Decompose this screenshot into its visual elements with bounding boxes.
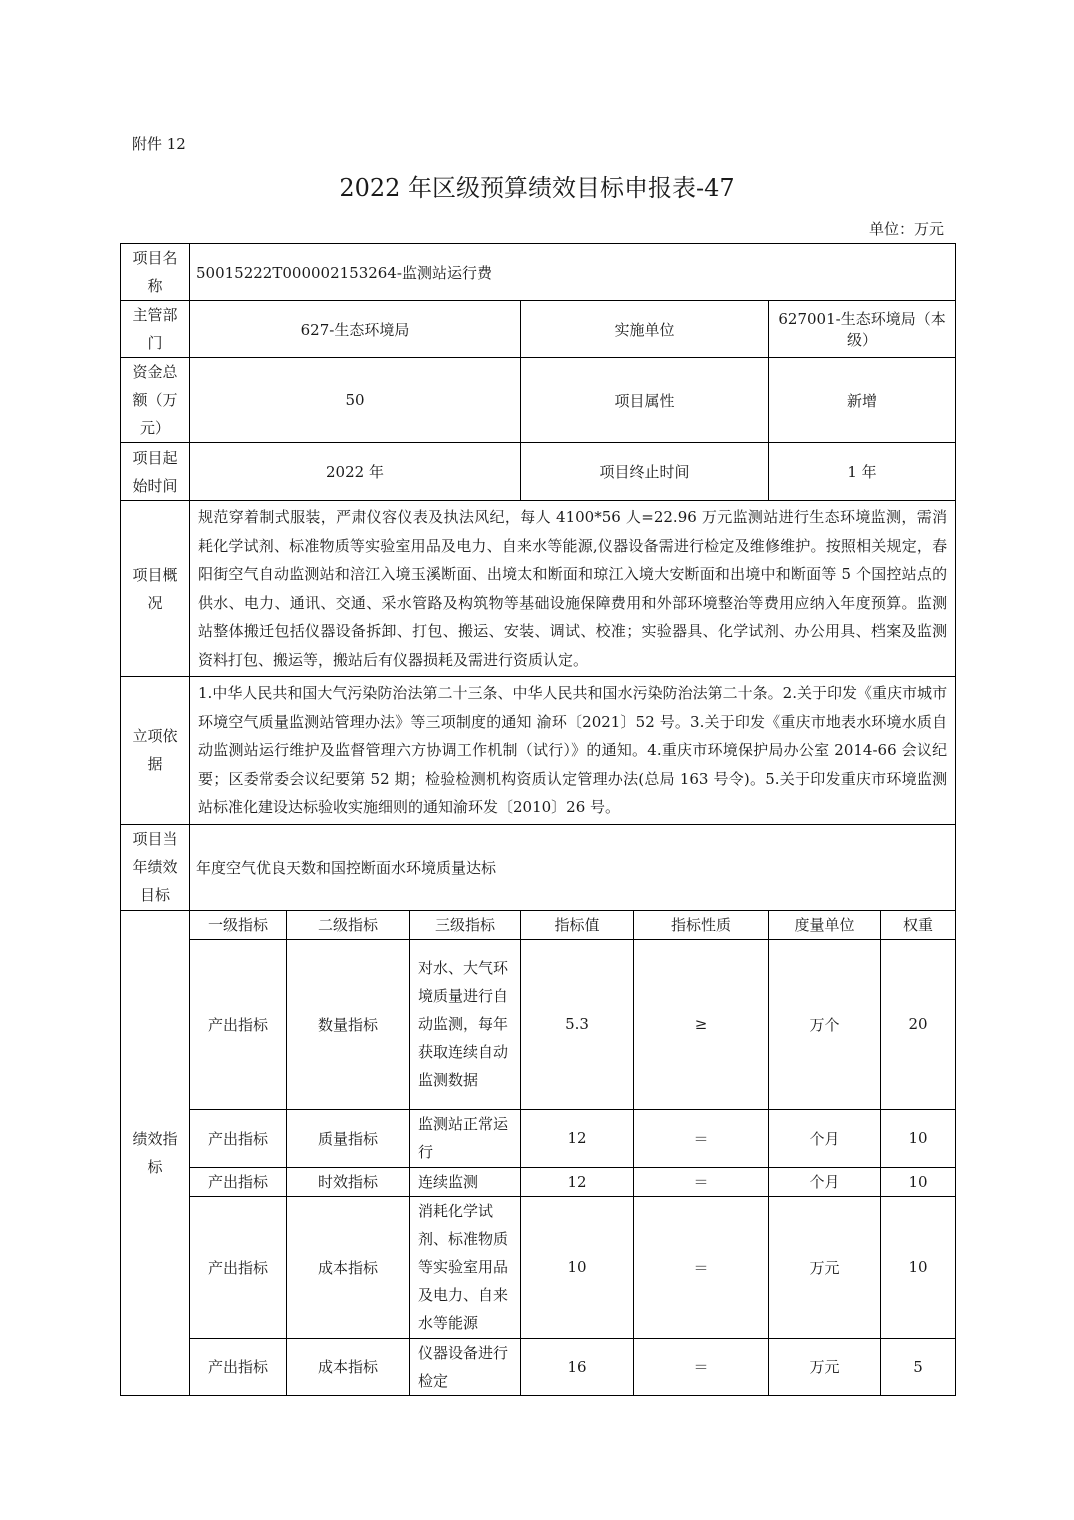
end-time-value: 1 年 — [769, 443, 956, 501]
indicator-nature: ＝ — [634, 1196, 769, 1338]
row-project-name — [121, 244, 956, 301]
basis-label: 立项依据 — [121, 677, 190, 825]
department-label: 主管部门 — [121, 301, 190, 358]
impl-unit-label: 实施单位 — [521, 301, 769, 358]
project-attr-label: 项目属性 — [521, 358, 769, 443]
indicator-header-row — [121, 910, 956, 939]
indicator-unit: 个月 — [769, 1109, 881, 1167]
indicator-row — [121, 1196, 956, 1338]
indicator-l1: 产出指标 — [190, 1167, 287, 1196]
indicator-value: 10 — [521, 1196, 634, 1338]
indicator-value: 5.3 — [521, 939, 634, 1109]
row-total-fund — [121, 358, 956, 443]
indicator-weight: 10 — [881, 1109, 956, 1167]
row-overview — [121, 501, 956, 677]
indicator-nature: ≥ — [634, 939, 769, 1109]
indicator-l2: 成本指标 — [287, 1338, 410, 1395]
indicator-row — [121, 1338, 956, 1395]
project-attr-value: 新增 — [769, 358, 956, 443]
header-l2: 二级指标 — [287, 910, 410, 939]
indicator-weight: 5 — [881, 1338, 956, 1395]
indicator-value: 12 — [521, 1109, 634, 1167]
indicator-weight: 10 — [881, 1196, 956, 1338]
indicator-l3: 仪器设备进行检定 — [410, 1338, 521, 1395]
indicator-weight: 20 — [881, 939, 956, 1109]
row-annual-goal — [121, 824, 956, 910]
header-l1: 一级指标 — [190, 910, 287, 939]
header-unit: 度量单位 — [769, 910, 881, 939]
page-title: 2022 年区级预算绩效目标申报表-47 — [339, 174, 735, 202]
indicator-value: 12 — [521, 1167, 634, 1196]
indicator-unit: 个月 — [769, 1167, 881, 1196]
total-fund-label: 资金总额（万元） — [121, 358, 190, 443]
row-time — [121, 443, 956, 501]
overview-label: 项目概况 — [121, 501, 190, 677]
attachment-label: 附件 12 — [132, 135, 186, 153]
unit-label: 单位：万元 — [868, 220, 944, 238]
indicators-label: 绩效指标 — [121, 910, 190, 1395]
end-time-label: 项目终止时间 — [521, 443, 769, 501]
indicator-nature: ＝ — [634, 1167, 769, 1196]
indicator-l1: 产出指标 — [190, 939, 287, 1109]
indicator-l3: 消耗化学试剂、标准物质等实验室用品及电力、自来水等能源 — [410, 1196, 521, 1338]
indicator-l1: 产出指标 — [190, 1196, 287, 1338]
indicator-l2: 时效指标 — [287, 1167, 410, 1196]
start-time-value: 2022 年 — [190, 443, 521, 501]
impl-unit-value: 627001-生态环境局（本级） — [769, 301, 956, 358]
indicator-value: 16 — [521, 1338, 634, 1395]
row-department — [121, 301, 956, 358]
total-fund-value: 50 — [190, 358, 521, 443]
header-nature: 指标性质 — [634, 910, 769, 939]
indicator-l2: 质量指标 — [287, 1109, 410, 1167]
basis-text: 1.中华人民共和国大气污染防治法第二十三条、中华人民共和国水污染防治法第二十条。2.关于印发《重庆市城市环境空气质量监测站管理办法》等三项制度的通知 渝环〔2021〕52 号。3.关于印发《重庆市地表水环境水质自动监测站运行维护及监督管理六方协调工作机制（试行）》的通知。4.重庆市环境保护局办公室 2014-66 会议纪要；区委常委会议纪要第 52 期；检验检测机构资质认定管理办法(总局 163 号令)。5.关于印发重庆市环境监测站标准化建设达标验收实施细则的通知渝环发〔2010〕26 号。 — [190, 677, 956, 825]
indicator-l3: 对水、大气环境质量进行自动监测，每年获取连续自动监测数据 — [410, 939, 521, 1109]
indicator-nature: ＝ — [634, 1338, 769, 1395]
performance-target-table — [120, 243, 956, 1396]
indicator-row — [121, 1167, 956, 1196]
annual-goal-value: 年度空气优良天数和国控断面水环境质量达标 — [190, 824, 956, 910]
indicator-l3: 监测站正常运行 — [410, 1109, 521, 1167]
header-l3: 三级指标 — [410, 910, 521, 939]
header-weight: 权重 — [881, 910, 956, 939]
indicator-unit: 万元 — [769, 1196, 881, 1338]
indicator-l2: 数量指标 — [287, 939, 410, 1109]
indicator-unit: 万个 — [769, 939, 881, 1109]
start-time-label: 项目起始时间 — [121, 443, 190, 501]
indicator-l1: 产出指标 — [190, 1338, 287, 1395]
indicator-row — [121, 1109, 956, 1167]
department-value: 627-生态环境局 — [190, 301, 521, 358]
indicator-l1: 产出指标 — [190, 1109, 287, 1167]
indicator-nature: ＝ — [634, 1109, 769, 1167]
indicator-row — [121, 939, 956, 1109]
annual-goal-label: 项目当年绩效目标 — [121, 824, 190, 910]
header-value: 指标值 — [521, 910, 634, 939]
project-name-value: 50015222T000002153264-监测站运行费 — [190, 244, 956, 301]
indicator-l3: 连续监测 — [410, 1167, 521, 1196]
row-basis — [121, 677, 956, 825]
project-name-label: 项目名称 — [121, 244, 190, 301]
indicator-unit: 万元 — [769, 1338, 881, 1395]
indicator-l2: 成本指标 — [287, 1196, 410, 1338]
indicator-weight: 10 — [881, 1167, 956, 1196]
overview-text: 规范穿着制式服装，严肃仪容仪表及执法风纪，每人 4100*56 人=22.96 万元监测站进行生态环境监测，需消耗化学试剂、标准物质等实验室用品及电力、自来水等能源,仪器设备需进行检定及维修维护。按照相关规定，春阳街空气自动监测站和涪江入境玉溪断面、出境太和断面和琼江入境大安断面和出境中和断面等 5 个国控站点的供水、电力、通讯、交通、采水管路及构筑物等基础设施保障费用和外部环境整治等费用应纳入年度预算。监测站整体搬迁包括仪器设备拆卸、打包、搬运、安装、调试、校准；实验器具、化学试剂、办公用具、档案及监测资料打包、搬运等，搬站后有仪器损耗及需进行资质认定。 — [190, 501, 956, 677]
